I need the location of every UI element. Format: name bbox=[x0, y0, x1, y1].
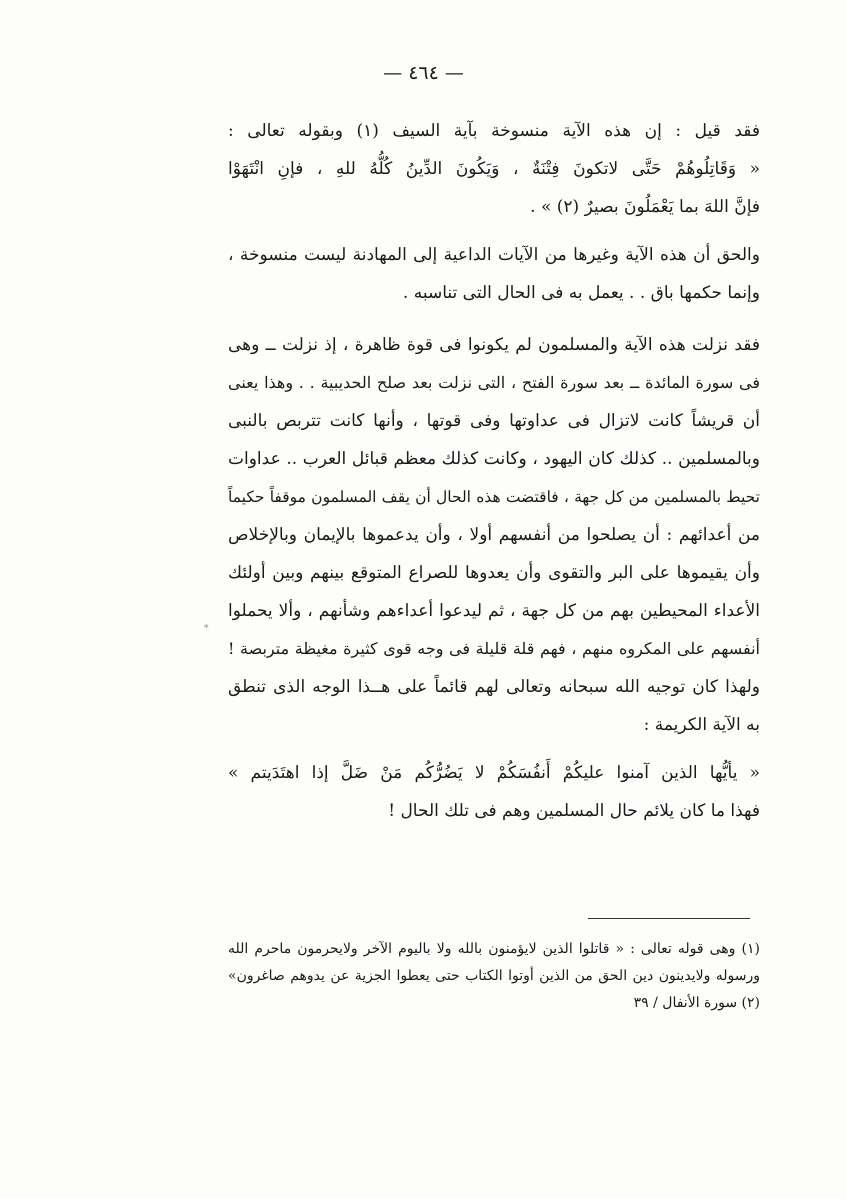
text-line: وبالمسلمين .. كذلك كان اليهود ، وكانت كذلك معظم قبائل العرب .. عداوات bbox=[228, 449, 760, 469]
text-line: أنفسهم على المكروه منهم ، فهم قلة قليلة فى وجه قوى كثيرة مغيظة متربصة ! bbox=[228, 639, 760, 658]
quran-quote-line: « وَقَاتِلُوهُمْ حَتَّى لاتكونَ فِتْنَةٌ ، وَيَكُونَ الدِّينُ كُلُّهُ للهِ ، فإنِ انْتَهَوْا bbox=[228, 159, 760, 179]
text-line: ولهذا كان توجيه الله سبحانه وتعالى لهم قائماً على هــذا الوجه الذى تنطق bbox=[228, 677, 760, 697]
quran-quote-line: « يأيُّها الذين آمنوا عليكُمْ أَنفُسَكُمْ لا يَضُرُّكُم مَنْ ضَلَّ إذا اهتَدَيتم » bbox=[228, 763, 760, 783]
text-line: فهذا ما كان يلائم حال المسلمين وهم فى تلك الحال ! bbox=[388, 801, 760, 821]
text-line: فقد قيل : إن هذه الآية منسوخة بآية السيف (١) وبقوله تعالى : bbox=[228, 121, 760, 141]
text-line: به الآية الكريمة : bbox=[643, 715, 760, 735]
footnote-line: (١) وهى قوله تعالى : « قاتلوا الذين لايؤمنون بالله ولا باليوم الآخر ولايحرمون ماحرم الله bbox=[228, 941, 760, 957]
text-line: أن قريشاً كانت لاتزال فى عداوتها وفى قوتها ، وأنها كانت تتربص بالنبى bbox=[228, 411, 760, 431]
footnotes bbox=[228, 936, 760, 1017]
text-line: من أعدائهم : أن يصلحوا من أنفسهم أولا ، وأن يدعموها بالإيمان وبالإخلاص bbox=[228, 525, 760, 545]
text-line: وإنما حكمها باق . . يعمل به فى الحال التى تناسبه . bbox=[402, 283, 760, 303]
footnote-line: (٢) سورة الأنفال / ٣٩ bbox=[633, 995, 760, 1011]
margin-speck: * bbox=[204, 624, 209, 634]
footnote-rule bbox=[588, 918, 750, 919]
page-number: — ٤٦٤ — bbox=[383, 62, 464, 84]
footnote-line: ورسوله ولايدينون دين الحق من الذين أوتوا الكتاب حتى يعطوا الجزية عن يدوهم صاغرون» bbox=[228, 968, 760, 984]
text-line: فى سورة المائدة ــ بعد سورة الفتح ، التى نزلت بعد صلح الحديبية . . وهذا يعنى bbox=[228, 373, 760, 392]
text-line: تحيط بالمسلمين من كل جهة ، فاقتضت هذه الحال أن يقف المسلمون موقفاً حكيماً bbox=[228, 488, 760, 506]
text-line: والحق أن هذه الآية وغيرها من الآيات الداعية إلى المهادنة ليست منسوخة ، bbox=[228, 245, 760, 265]
text-line: وأن يقيموها على البر والتقوى وأن يعدوها للصراع المتوقع بينهم وبين أولئك bbox=[228, 563, 760, 583]
text-line: الأعداء المحيطين بهم من كل جهة ، ثم ليدعوا أعداءهم وشأنهم ، وألا يحملوا bbox=[228, 601, 760, 621]
text-line: فقد نزلت هذه الآية والمسلمون لم يكونوا فى قوة ظاهرة ، إذ نزلت ــ وهى bbox=[228, 335, 760, 355]
body-text bbox=[228, 112, 760, 830]
quran-quote-line: فإنَّ اللهَ بما يَعْمَلُونَ بصيرٌ (٢) » . bbox=[530, 197, 760, 217]
